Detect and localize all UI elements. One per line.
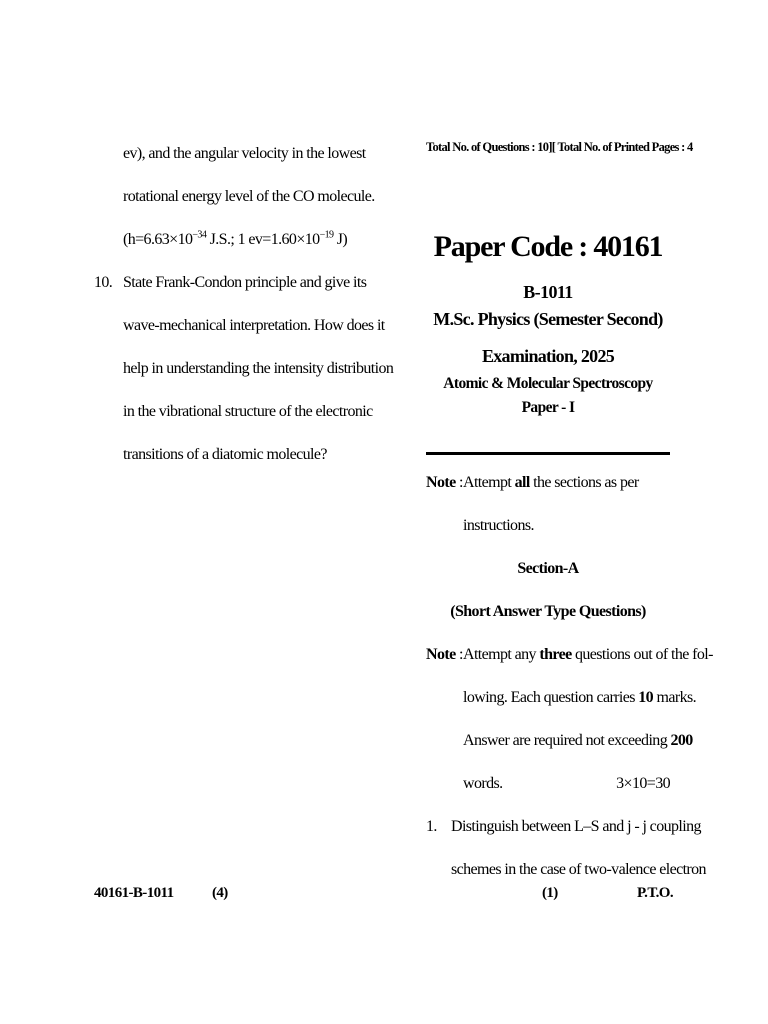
divider-rule	[426, 452, 670, 455]
marks-line	[426, 762, 670, 805]
page-header	[426, 140, 693, 155]
section-note	[426, 633, 713, 762]
question-line: help in understanding the intensity distribution	[123, 360, 394, 377]
question-line: State Frank-Condon principle and give its	[123, 274, 367, 291]
booklet-code: B-1011	[523, 282, 573, 302]
question-line: wave-mechanical interpretation. How does it	[123, 317, 385, 334]
question-line: Distinguish between L–S and j - j coupling	[451, 818, 701, 835]
course-title: M.Sc. Physics (Semester Second)	[433, 309, 663, 329]
marks-allocation: 3×10=30	[616, 775, 670, 792]
right-page-body	[426, 140, 713, 891]
note-line: Attempt any three questions out of the fol-	[463, 646, 713, 663]
note-label: Note :	[426, 474, 463, 491]
section-title: Section-A	[517, 560, 579, 577]
constants-ev-exponent: −19	[319, 229, 334, 241]
general-note	[426, 461, 670, 547]
constants-line	[123, 218, 348, 261]
continuation-text	[94, 132, 375, 261]
constants-h: (h=6.63×10	[123, 231, 193, 248]
continuation-line: rotational energy level of the CO molecule.	[123, 188, 375, 205]
question-line: in the vibrational structure of the electronic	[123, 403, 373, 420]
right-footer-pto: P.T.O.	[637, 885, 673, 901]
note-line: lowing. Each question carries 10 marks.	[463, 689, 696, 706]
question-number: 10.	[94, 274, 113, 291]
exam-title: Examination, 2025	[481, 346, 615, 366]
constants-end: J)	[333, 231, 348, 248]
continuation-line: ev), and the angular velocity in the lowest	[123, 145, 366, 162]
left-footer-page-number: (4)	[212, 885, 228, 901]
question-text	[426, 805, 706, 891]
question-number: 1.	[426, 818, 437, 835]
question-1	[426, 805, 706, 891]
paper-number: Paper - I	[521, 399, 575, 416]
left-page-body	[94, 132, 394, 476]
question-line: transitions of a diatomic molecule?	[123, 446, 327, 463]
note-label: Note :	[426, 646, 463, 663]
note-line: words.	[463, 775, 503, 792]
question-line: schemes in the case of two-valence electron	[451, 861, 706, 878]
section-subtitle: (Short Answer Type Questions)	[450, 603, 646, 620]
total-questions: Total No. of Questions : 10]	[426, 140, 552, 154]
left-footer-code: 40161-B-1011	[94, 885, 174, 901]
total-pages: [ Total No. of Printed Pages : 4	[551, 140, 693, 154]
constants-h-exponent: −34	[192, 229, 207, 241]
constants-mid: J.S.; 1 ev=1.60×10	[206, 231, 320, 248]
question-10	[94, 261, 394, 476]
paper-code-title: Paper Code : 40161	[433, 230, 663, 263]
right-footer-page-number: (1)	[542, 885, 558, 901]
note-line: Answer are required not exceeding 200	[463, 732, 693, 749]
question-text	[94, 261, 394, 476]
subject-title: Atomic & Molecular Spectroscopy	[443, 375, 653, 392]
note-text: Attempt all the sections as per instructions.	[463, 474, 639, 534]
